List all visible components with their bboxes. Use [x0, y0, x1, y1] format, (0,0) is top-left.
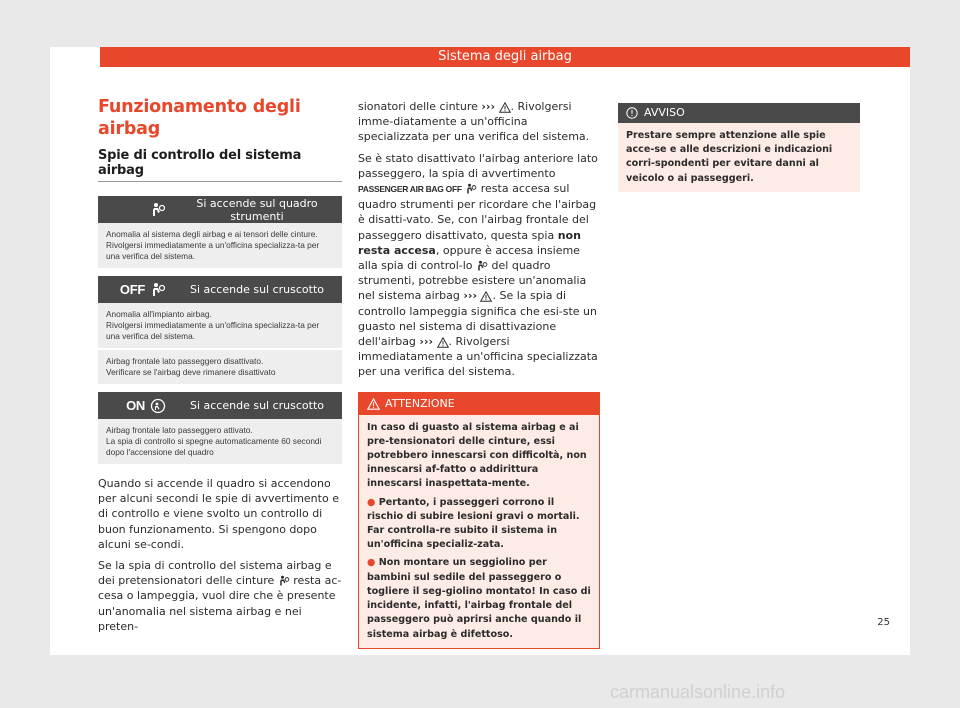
- bold-text: non resta accesa: [358, 228, 581, 257]
- indicator-heading: Si accende sul cruscotto: [189, 399, 325, 412]
- airbag-person-icon: [465, 183, 477, 195]
- text-span: resta ac-cesa o lampeggia, vuol dire che è presente un'anomalia nel sistema airbag e nei preten-: [98, 574, 342, 633]
- text-span: sionatori delle cinture: [358, 100, 478, 113]
- text-span: . Rivolgersi imme-diatamente a un'officina specializzata per una verifica del sistema.: [358, 100, 590, 144]
- warning-title: [359, 393, 599, 415]
- warning-title-text: ATTENZIONE: [385, 396, 455, 410]
- warning-content: [359, 415, 599, 648]
- indicator-table: [98, 196, 342, 464]
- warning-triangle-icon: [437, 337, 449, 348]
- manual-page: [50, 47, 910, 655]
- indicator-header: [98, 392, 342, 419]
- section-subtitle: Spie di controllo del sistema airbag: [98, 148, 342, 182]
- bullet-icon: ●: [367, 496, 376, 508]
- bullet-icon: ●: [367, 557, 376, 569]
- warning-triangle-icon: [499, 102, 511, 113]
- site-watermark: carmanualsonline.info: [610, 682, 786, 702]
- paragraph: Quando si accende il quadro si accendono per alcuni secondi le spie di avvertimento e di controllo e viene svolto un controllo di buon funzionamento. Si spengono dopo alcuni se-condi.: [98, 477, 339, 551]
- passenger-airbag-off-label: PASSENGER AIR BAG OFF: [358, 184, 462, 195]
- indicator-heading: Si accende sul quadro strumenti: [196, 196, 318, 223]
- notice-box: [618, 103, 860, 192]
- column-left: [98, 96, 342, 640]
- info-circle-icon: [626, 107, 638, 119]
- text-span: . Se la spia di controllo lampeggia significa che esi-ste un guasto nel sistema di disattivazione dell'airbag: [358, 289, 598, 349]
- reference-arrow[interactable]: ›››: [481, 100, 495, 113]
- indicator-header: [98, 276, 342, 303]
- indicator-description: Anomalia al sistema degli airbag e ai tensori delle cinture. Rivolgersi immediatamente a un'officina specializza-ta per una verifica del sistema.: [98, 223, 342, 268]
- warning-intro: In caso di guasto al sistema airbag e ai pre-tensionatori delle cinture, essi potrebbero innescarsi con difficoltà, non innescarsi af-fatto o addirittura innescarsi inaspettata-mente.: [367, 421, 587, 490]
- airbag-person-icon: [278, 575, 290, 587]
- text-span: Se la spia di controllo del sistema airbag e dei pretensionatori delle cinture: [98, 559, 332, 588]
- column-middle: [358, 99, 600, 649]
- indicator-header: [98, 196, 342, 223]
- column-right: [618, 103, 860, 192]
- bullet-text: Non montare un seggiolino per bambini sul sedile del passeggero o togliere il seg-giolino montato! In caso di incidente, infatti, l'airbag frontale del passeggero può aprirsi anche quando il sistema airbag è difettoso.: [367, 557, 591, 640]
- warning-box: [358, 392, 600, 649]
- notice-title: [618, 103, 860, 123]
- indicator-description: Anomalia all'impianto airbag. Rivolgersi immediatamente a un'officina specializza-ta per una verifica del sistema.: [98, 303, 342, 348]
- text-span: . Rivolgersi immediatamente a un'officina specializzata per una verifica del sistema.: [358, 335, 598, 379]
- bullet-text: Pertanto, i passeggeri corrono il rischio di subire lesioni gravi o mortali. Far controlla-re subito il sistema in un'officina specializ-zata.: [367, 496, 580, 551]
- paragraph: [358, 151, 600, 380]
- indicator-heading: Si accende sul cruscotto: [189, 283, 325, 296]
- warning-triangle-icon: [480, 291, 492, 302]
- indicator-description: Airbag frontale lato passeggero attivato. La spia di controllo si spegne automaticamente 60 secondi dopo l'accensione del quadro: [98, 419, 342, 464]
- airbag-person-icon: [476, 260, 488, 272]
- airbag-person-icon: [150, 202, 166, 218]
- off-label: OFF: [119, 282, 145, 297]
- text-span: resta accesa sul quadro strumenti per ricordare che l'airbag è disatti-vato. Se, con l'airbag frontale del passeggero disattivato, questa spia: [358, 182, 597, 242]
- indicator-description: Airbag frontale lato passeggero disattivato. Verificare se l'airbag deve rimanere disattivato: [98, 348, 342, 384]
- airbag-circle-icon: [150, 398, 166, 414]
- text-span: , oppure è accesa insieme alla spia di control-lo: [358, 243, 580, 273]
- warning-bullet: [367, 556, 591, 641]
- paragraph: [358, 99, 600, 145]
- text-span: Se è stato disattivato l'airbag anteriore lato passeggero, la spia di avvertimento: [358, 151, 598, 180]
- warning-triangle-icon: [367, 398, 380, 410]
- on-label: ON: [126, 398, 145, 413]
- paragraph: [98, 558, 342, 634]
- section-header: Sistema degli airbag: [100, 47, 910, 67]
- reference-arrow[interactable]: ›››: [463, 289, 477, 303]
- reference-arrow[interactable]: ›››: [419, 335, 434, 349]
- text-span: del quadro strumenti, potrebbe esistere un'anomalia nel sistema airbag: [358, 259, 587, 303]
- page-title: Funzionamento degli airbag: [98, 97, 301, 139]
- warning-bullet: [367, 496, 591, 553]
- notice-content: Prestare sempre attenzione alle spie acce-se e alle descrizioni e indicazioni corri-spondenti per evitare danni al veicolo o ai passeggeri.: [618, 123, 860, 192]
- page-number: 25: [877, 617, 890, 628]
- airbag-person-icon: [150, 282, 166, 298]
- notice-title-text: AVVISO: [644, 106, 685, 119]
